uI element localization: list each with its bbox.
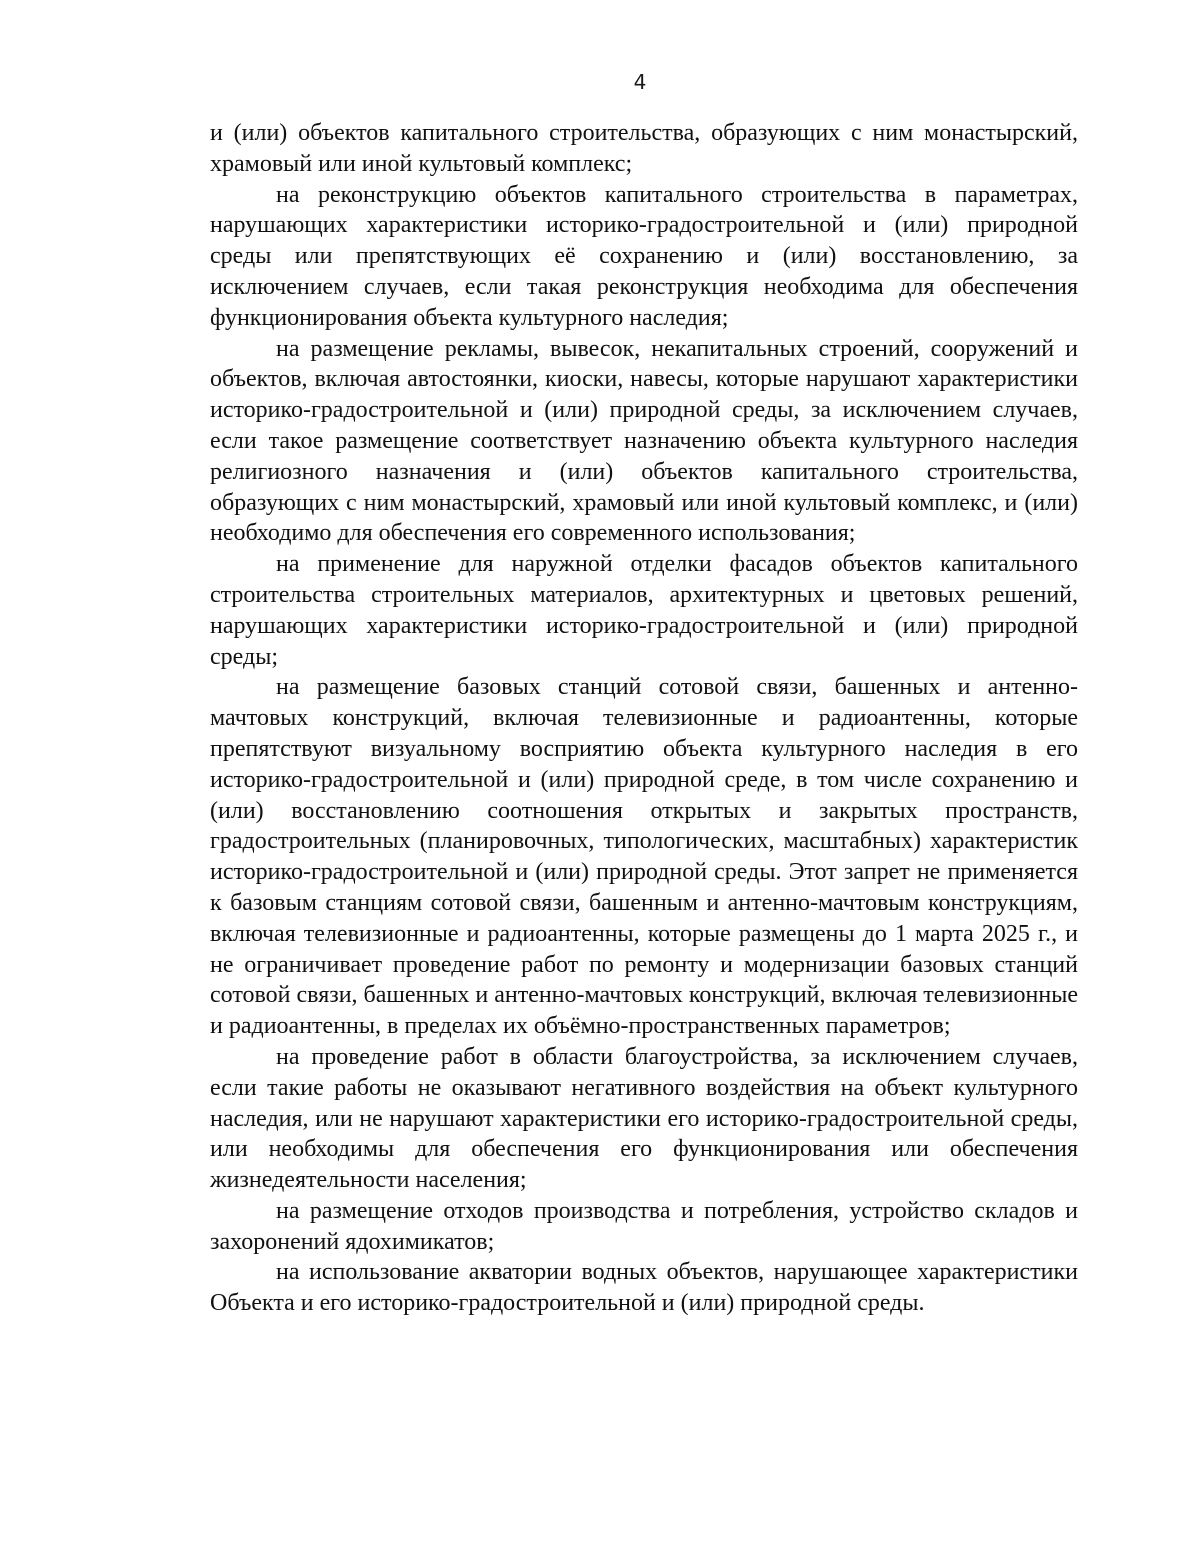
paragraph-1: и (или) объектов капитального строительства, образующих с ним монастырский, храмовый или иной культовый комплекс; (210, 120, 1078, 177)
paragraph-4: на применение для наружной отделки фасадов объектов капитального строительства строительных материалов, архитектурных и цветовых решений, нарушающих характеристики историко-градостроительной и (или) природной среды; (210, 551, 1078, 670)
paragraph-5: на размещение базовых станций сотовой связи, башенных и антенно-мачтовых конструкций, включая телевизионные и радиоантенны, которые препятствуют визуальному восприятию объекта культурного наследия в его историко-градостроительной и (или) природной среде, в том числе сохранению и (или) восстановлению соотношения открытых и закрытых пространств, градостроительных (планировочных, типологических, масштабных) характеристик историко-градостроительной и (или) природной среды. Этот запрет не применяется к базовым станциям сотовой связи, башенным и антенно-мачтовым конструкциям, включая телевизионные и радиоантенны, которые размещены до 1 марта 2025 г., и не ограничивает проведение работ по ремонту и модернизации базовых станций сотовой связи, башенных и антенно-мачтовых конструкций, включая телевизионные и радиоантенны, в пределах их объёмно-пространственных параметров; (210, 674, 1079, 1040)
paragraph-7: на размещение отходов производства и потребления, устройство складов и захоронений ядохимикатов; (210, 1197, 1078, 1255)
paragraph-6: на проведение работ в области благоустройства, за исключением случаев, если такие работы не оказывают негативного воздействия на объект культурного наследия, или не нарушают характеристики его историко-градостроительной среды, или необходимы для обеспечения его функционирования или обеспечения жизнедеятельности населения; (210, 1043, 1078, 1194)
document-body (210, 118, 1078, 1319)
paragraph-3: на размещение рекламы, вывесок, некапитальных строений, сооружений и объектов, включая автостоянки, киоски, навесы, которые нарушают характеристики историко-градостроительной и (или) природной среды, за исключением случаев, если такое размещение соответствует назначению объекта культурного наследия религиозного назначения и (или) объектов капитального строительства, образующих с ним монастырский, храмовый или иной культовый комплекс, и (или) необходимо для обеспечения его современного использования; (210, 335, 1078, 547)
paragraph-8: на использование акватории водных объектов, нарушающее характеристики Объекта и его историко-градостроительной и (или) природной среды. (210, 1259, 1078, 1317)
paragraph-2: на реконструкцию объектов капитального строительства в параметрах, нарушающих характеристики историко-градостроительной и (или) природной среды или препятствующих её сохранению и (или) восстановлению, за исключением случаев, если такая реконструкция необходима для обеспечения функционирования объекта культурного наследия; (210, 181, 1078, 331)
page-number: 4 (633, 70, 647, 94)
